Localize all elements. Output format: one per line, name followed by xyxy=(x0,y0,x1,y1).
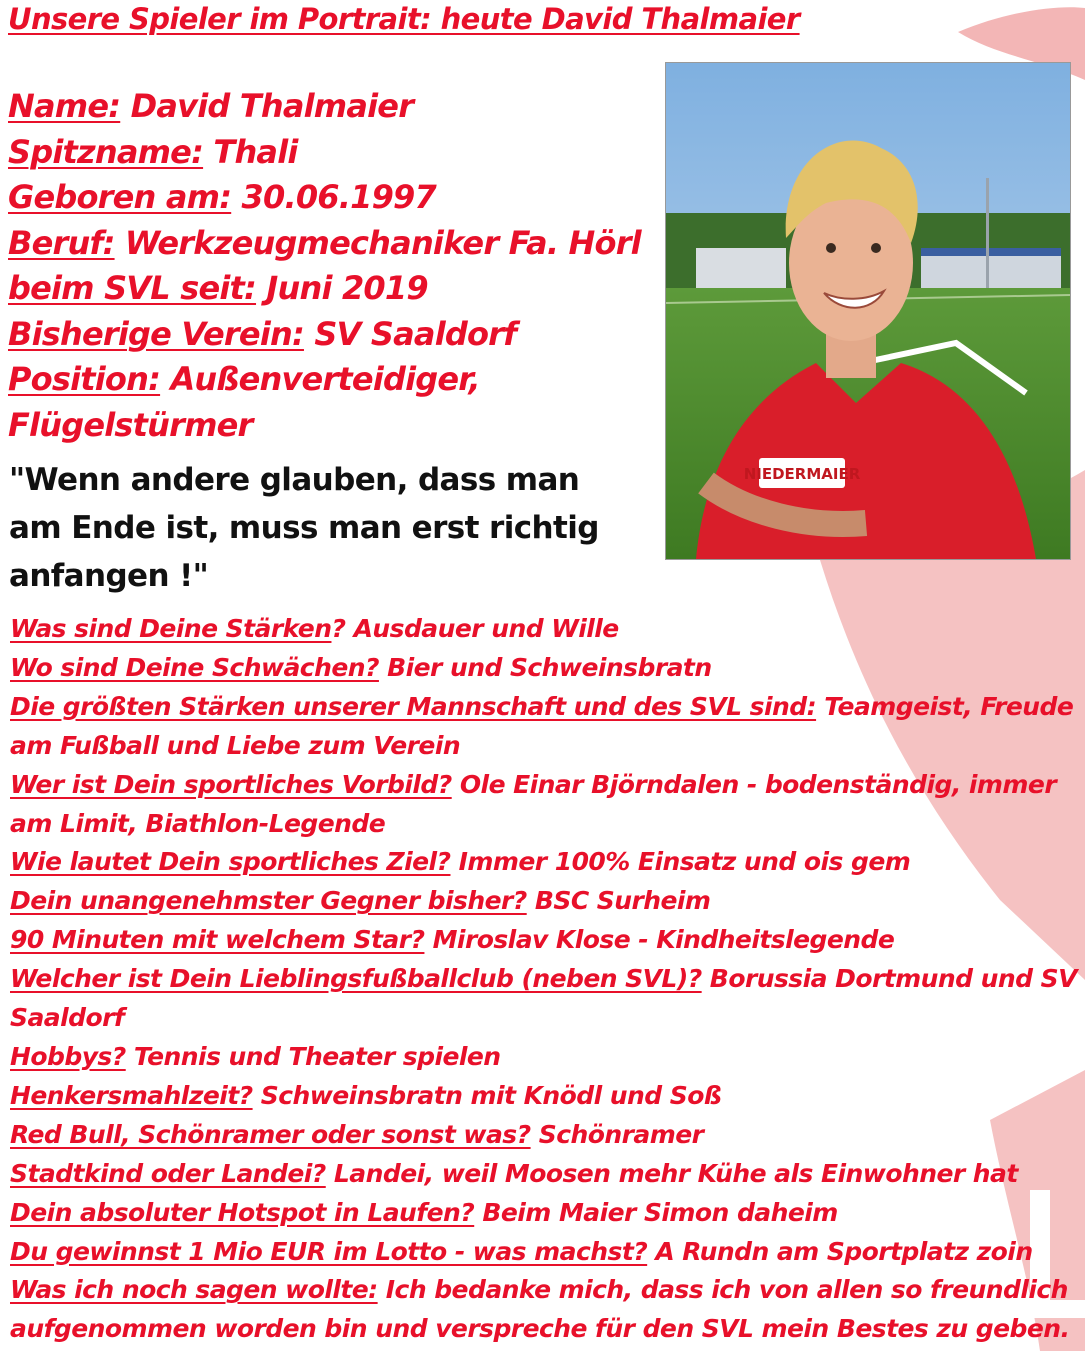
profile-label: Geboren am: xyxy=(8,178,232,216)
shirt-sponsor-text: NIEDERMAIER xyxy=(743,465,861,483)
profile-value: Juni 2019 xyxy=(266,269,428,307)
qa-answer: Landei, weil Moosen mehr Kühe als Einwohner hat xyxy=(325,1158,1018,1188)
qa-lottery xyxy=(10,1233,1080,1272)
qa-goal xyxy=(10,843,1080,882)
player-quote: "Wenn andere glauben, dass man am Ende ist, muss man erst richtig anfangen !" xyxy=(9,462,599,594)
qa-city-or-country xyxy=(10,1155,1080,1194)
qa-toughest-opponent xyxy=(10,882,1080,921)
profile-label: Bisherige Verein: xyxy=(8,314,304,353)
qa-answer: ? Ausdauer und Wille xyxy=(331,614,619,643)
profile-row-previous-club xyxy=(8,312,641,358)
qa-drink xyxy=(10,1116,1080,1155)
qa-answer: Ich bedanke mich, dass ich von allen so freundlich aufgenommen worden bin und verspreche für den SVL mein Bestes zu geben. xyxy=(10,1275,1070,1344)
profile-value: David Thalmaier xyxy=(130,87,414,125)
player-profile xyxy=(8,84,641,448)
qa-hobbies xyxy=(10,1038,1080,1077)
qa-team-strengths xyxy=(10,688,1080,766)
profile-value: Thali xyxy=(213,132,298,171)
profile-label: Beruf: xyxy=(8,223,115,262)
qa-question: Red Bull, Schönramer oder sonst was? xyxy=(10,1119,531,1149)
profile-row-birthdate xyxy=(8,175,641,221)
qa-question: Wo sind Deine Schwächen? xyxy=(10,652,379,682)
player-portrait-icon xyxy=(666,63,1070,559)
qa-question: Dein absoluter Hotspot in Laufen? xyxy=(10,1197,475,1227)
qa-answer: Teamgeist, Freude am Fußball und Liebe zum Verein xyxy=(10,691,1074,760)
qa-answer: Bier und Schweinsbratn xyxy=(378,652,712,682)
qa-last-meal xyxy=(10,1077,1080,1116)
qa-question: Was ich noch sagen wollte: xyxy=(10,1275,378,1305)
profile-value: Außenverteidiger, xyxy=(170,360,480,398)
qa-final-words xyxy=(10,1271,1080,1349)
qa-answer: Borussia Dortmund und SV Saaldorf xyxy=(10,964,1077,1033)
qa-answer: Miroslav Klose - Kindheitslegende xyxy=(424,925,895,955)
profile-label: Name: xyxy=(8,87,121,125)
profile-value: SV Saaldorf xyxy=(314,314,517,353)
qa-answer: BSC Surheim xyxy=(526,886,711,916)
qa-answer: Ole Einar Björndalen - bodenständig, immer am Limit, Biathlon-Legende xyxy=(10,769,1057,838)
profile-row-position xyxy=(8,357,641,403)
qa-question: Dein unangenehmster Gegner bisher? xyxy=(10,886,527,916)
profile-row-position-cont xyxy=(8,403,641,449)
qa-question: Was sind Deine Stärken xyxy=(10,614,332,643)
profile-row-nickname xyxy=(8,130,641,176)
qa-answer: Tennis und Theater spielen xyxy=(125,1041,501,1071)
profile-value: 30.06.1997 xyxy=(241,178,436,216)
profile-label: Spitzname: xyxy=(8,132,204,171)
profile-label: Position: xyxy=(8,360,161,398)
profile-row-job xyxy=(8,221,641,267)
qa-question: Henkersmahlzeit? xyxy=(10,1080,253,1110)
qa-answer: Schweinsbratn mit Knödl und Soß xyxy=(252,1080,722,1110)
qa-answer: Immer 100% Einsatz und ois gem xyxy=(450,847,911,877)
qa-role-model xyxy=(10,766,1080,844)
qa-answer: Beim Maier Simon daheim xyxy=(474,1197,838,1227)
qa-favorite-club xyxy=(10,960,1080,1038)
qa-question: Stadtkind oder Landei? xyxy=(10,1158,326,1188)
qa-question: Du gewinnst 1 Mio EUR im Lotto - was machst? xyxy=(10,1236,648,1266)
qa-question: Die größten Stärken unserer Mannschaft und des SVL sind: xyxy=(10,691,817,721)
qa-question: Welcher ist Dein Lieblingsfußballclub (neben SVL)? xyxy=(10,964,702,994)
page-title: Unsere Spieler im Portrait: heute David Thalmaier xyxy=(8,2,800,36)
qa-star xyxy=(10,921,1080,960)
profile-label: beim SVL seit: xyxy=(8,269,257,307)
questions-and-answers xyxy=(10,610,1080,1349)
profile-row-since xyxy=(8,266,641,312)
qa-answer: A Rundn am Sportplatz zoin xyxy=(647,1236,1033,1266)
qa-question: Hobbys? xyxy=(10,1041,126,1071)
profile-value: Flügelstürmer xyxy=(8,405,253,444)
qa-weaknesses xyxy=(10,649,1080,688)
profile-row-name xyxy=(8,84,641,130)
qa-answer: Schönramer xyxy=(530,1119,704,1149)
qa-hotspot xyxy=(10,1194,1080,1233)
qa-question: Wer ist Dein sportliches Vorbild? xyxy=(10,769,452,799)
player-photo xyxy=(665,62,1071,560)
qa-question: 90 Minuten mit welchem Star? xyxy=(10,925,425,955)
profile-value: Werkzeugmechaniker Fa. Hörl xyxy=(124,223,641,262)
qa-question: Wie lautet Dein sportliches Ziel? xyxy=(10,847,451,877)
qa-strengths xyxy=(10,610,1080,649)
